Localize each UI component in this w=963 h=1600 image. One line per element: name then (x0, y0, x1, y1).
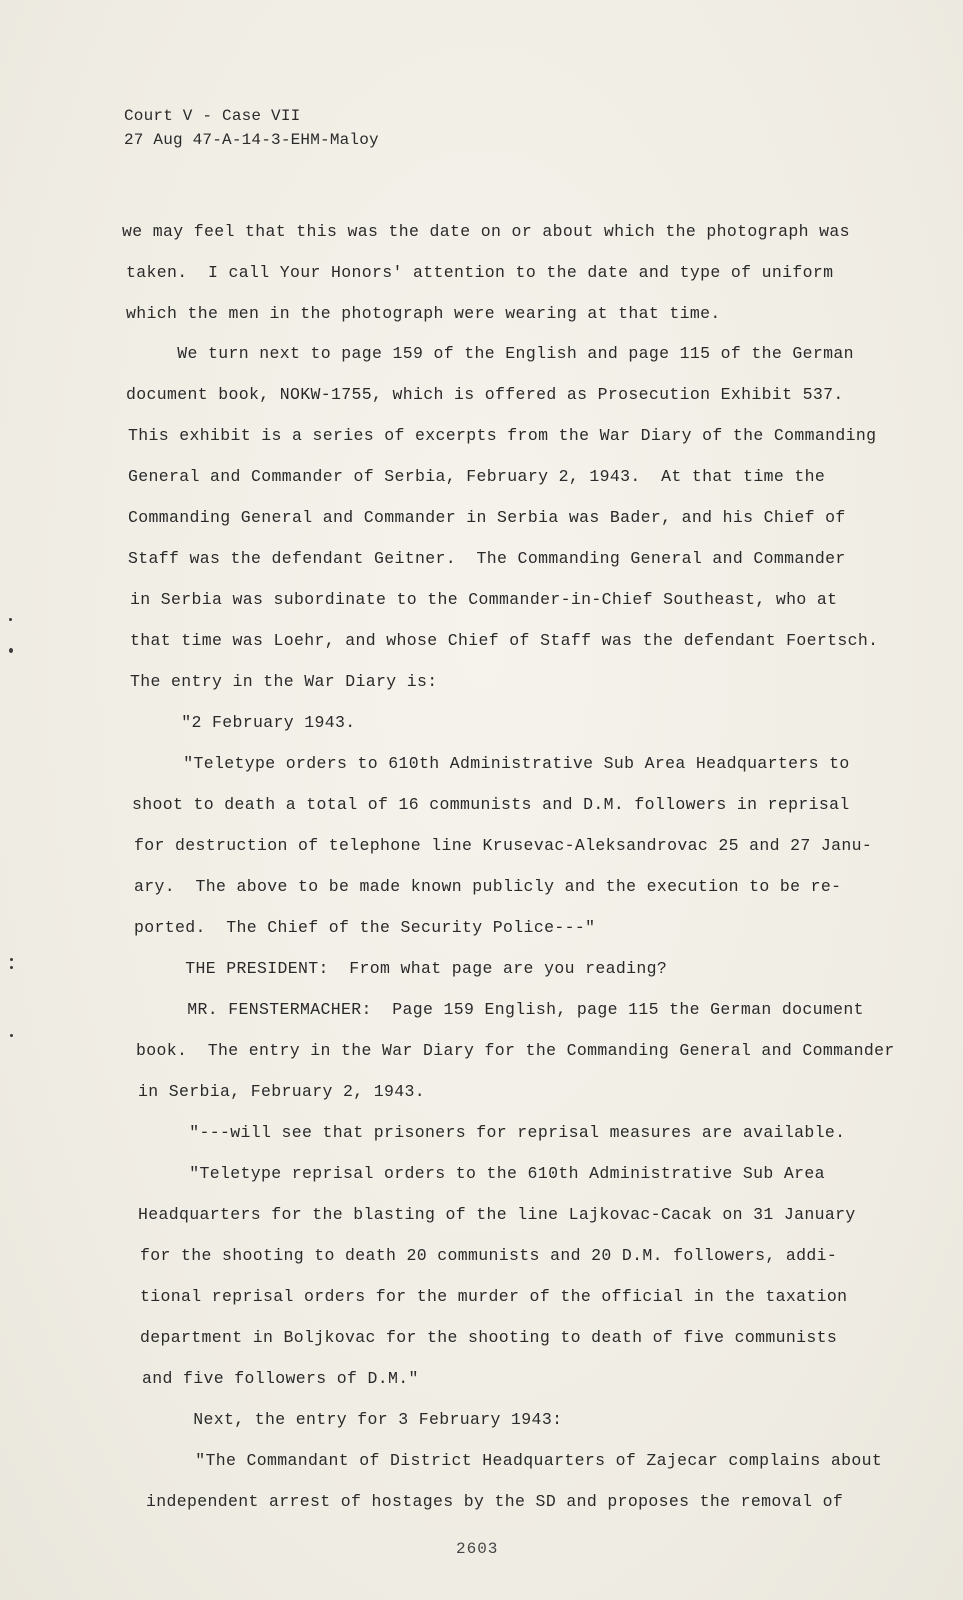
transcript-line: in Serbia was subordinate to the Commander-in-Chief Southeast, who at (130, 590, 838, 609)
margin-mark (9, 648, 13, 653)
document-header (124, 104, 379, 152)
transcript-line: ary. The above to be made known publicly and the execution to be re- (134, 877, 842, 896)
transcript-line: General and Commander of Serbia, February 2, 1943. At that time the (128, 467, 826, 486)
transcript-line: and five followers of D.M." (142, 1369, 419, 1388)
transcript-line: book. The entry in the War Diary for the Commanding General and Commander (136, 1041, 895, 1060)
transcript-line: in Serbia, February 2, 1943. (138, 1082, 426, 1101)
reference-line: 27 Aug 47-A-14-3-EHM-Maloy (124, 131, 379, 149)
transcript-line: ported. The Chief of the Security Police---" (134, 918, 596, 937)
transcript-line: "Teletype reprisal orders to the 610th Administrative Sub Area (138, 1164, 825, 1183)
transcript-line: Headquarters for the blasting of the line Lajkovac-Cacak on 31 January (138, 1205, 856, 1224)
transcript-line: that time was Loehr, and whose Chief of Staff was the defendant Foertsch. (130, 631, 879, 650)
transcript-line: we may feel that this was the date on or about which the photograph was (122, 222, 850, 241)
transcript-line: "---will see that prisoners for reprisal measures are available. (138, 1123, 846, 1142)
transcript-line: THE PRESIDENT: From what page are you reading? (134, 959, 668, 978)
transcript-line: taken. I call Your Honors' attention to the date and type of uniform (126, 263, 834, 282)
transcript-line: "2 February 1943. (130, 713, 356, 732)
transcript-line: Commanding General and Commander in Serbia was Bader, and his Chief of (128, 508, 846, 527)
court-case-line: Court V - Case VII (124, 107, 301, 125)
transcript-line: The entry in the War Diary is: (130, 672, 438, 691)
transcript-line: "Teletype orders to 610th Administrative Sub Area Headquarters to (132, 754, 850, 773)
transcript-line: document book, NOKW-1755, which is offered as Prosecution Exhibit 537. (126, 385, 844, 404)
transcript-line: This exhibit is a series of excerpts from the War Diary of the Commanding (128, 426, 877, 445)
margin-mark (10, 958, 13, 961)
transcript-line: We turn next to page 159 of the English and page 115 of the German (126, 344, 854, 363)
transcript-line: tional reprisal orders for the murder of the official in the taxation (140, 1287, 848, 1306)
transcript-line: department in Boljkovac for the shooting to death of five communists (140, 1328, 838, 1347)
margin-mark (10, 1034, 13, 1037)
transcript-line: which the men in the photograph were wearing at that time. (126, 304, 721, 323)
transcript-line: Next, the entry for 3 February 1943: (142, 1410, 563, 1429)
transcript-line: for the shooting to death 20 communists and 20 D.M. followers, addi- (140, 1246, 838, 1265)
transcript-line: shoot to death a total of 16 communists and D.M. followers in reprisal (132, 795, 850, 814)
margin-mark (9, 618, 12, 621)
page-number: 2603 (456, 1540, 499, 1558)
transcript-line: for destruction of telephone line Krusevac-Aleksandrovac 25 and 27 Janu- (134, 836, 873, 855)
margin-mark (10, 966, 13, 969)
transcript-line: independent arrest of hostages by the SD and proposes the removal of (146, 1492, 844, 1511)
transcript-line: MR. FENSTERMACHER: Page 159 English, page 115 the German document (136, 1000, 864, 1019)
transcript-line: Staff was the defendant Geitner. The Commanding General and Commander (128, 549, 846, 568)
transcript-line: "The Commandant of District Headquarters of Zajecar complains about (144, 1451, 883, 1470)
